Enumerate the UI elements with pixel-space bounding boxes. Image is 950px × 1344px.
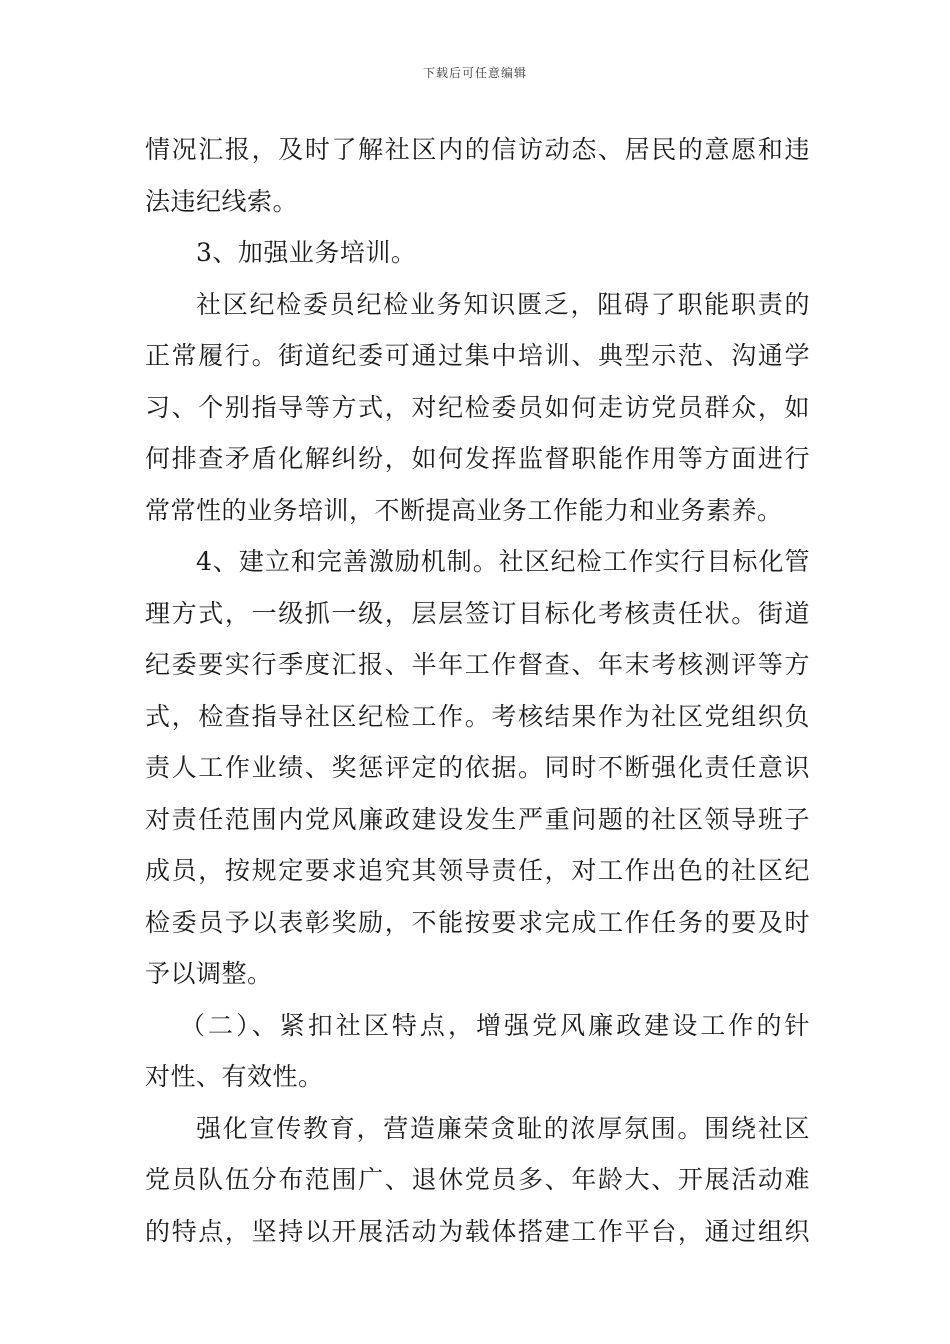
text-line: 社区纪检委员纪检业务知识匮乏，阻碍了职能职责的: [196, 289, 810, 319]
section-heading: 3、加强业务培训。: [196, 238, 417, 267]
page-header: 下载后可任意编辑: [422, 66, 527, 80]
text-line: 强化宣传教育，营造廉荣贪耻的浓厚氛围。围绕社区: [196, 1113, 810, 1143]
text-line: 何排查矛盾化解纠纷，如何发挥监督职能作用等方面进行: [145, 444, 810, 473]
text-line: 成员，按规定要求追究其领导责任，对工作出色的社区纪: [145, 856, 810, 885]
text-line: 的特点，坚持以开展活动为载体搭建工作平台，通过组织: [145, 1216, 810, 1246]
text-line: 正常履行。街道纪委可通过集中培训、典型示范、沟通学: [145, 341, 810, 370]
text-line: 检委员予以表彰奖励，不能按要求完成工作任务的要及时: [145, 907, 810, 937]
text-line: 4、建立和完善激励机制。社区纪检工作实行目标化管: [196, 547, 810, 576]
text-line: 对责任范围内党风廉政建设发生严重问题的社区领导班子: [145, 804, 810, 834]
text-line: 习、个别指导等方式，对纪检委员如何走访党员群众，如: [145, 392, 810, 422]
text-line: 纪委要实行季度汇报、半年工作督查、年末考核测评等方: [145, 650, 810, 679]
text-line: 予以调整。: [145, 959, 273, 988]
text-line: 党员队伍分布范围广、退休党员多、年龄大、开展活动难: [145, 1165, 810, 1194]
text-line: 式，检查指导社区纪检工作。考核结果作为社区党组织负: [145, 701, 810, 731]
section-heading: 对性、有效性。: [145, 1062, 324, 1091]
text-line: 常常性的业务培训，不断提高业务工作能力和业务素养。: [145, 495, 783, 525]
text-line: 理方式，一级抓一级，层层签订目标化考核责任状。街道: [145, 598, 810, 628]
body-text: [145, 124, 810, 1257]
section-heading: （二）、紧扣社区特点，增强党风廉政建设工作的针: [180, 1010, 810, 1040]
text-line: 情况汇报，及时了解社区内的信访动态、居民的意愿和违: [145, 135, 810, 164]
text-line: 法违纪线索。: [145, 186, 299, 216]
text-line: 责人工作业绩、奖惩评定的依据。同时不断强化责任意识: [145, 753, 810, 782]
